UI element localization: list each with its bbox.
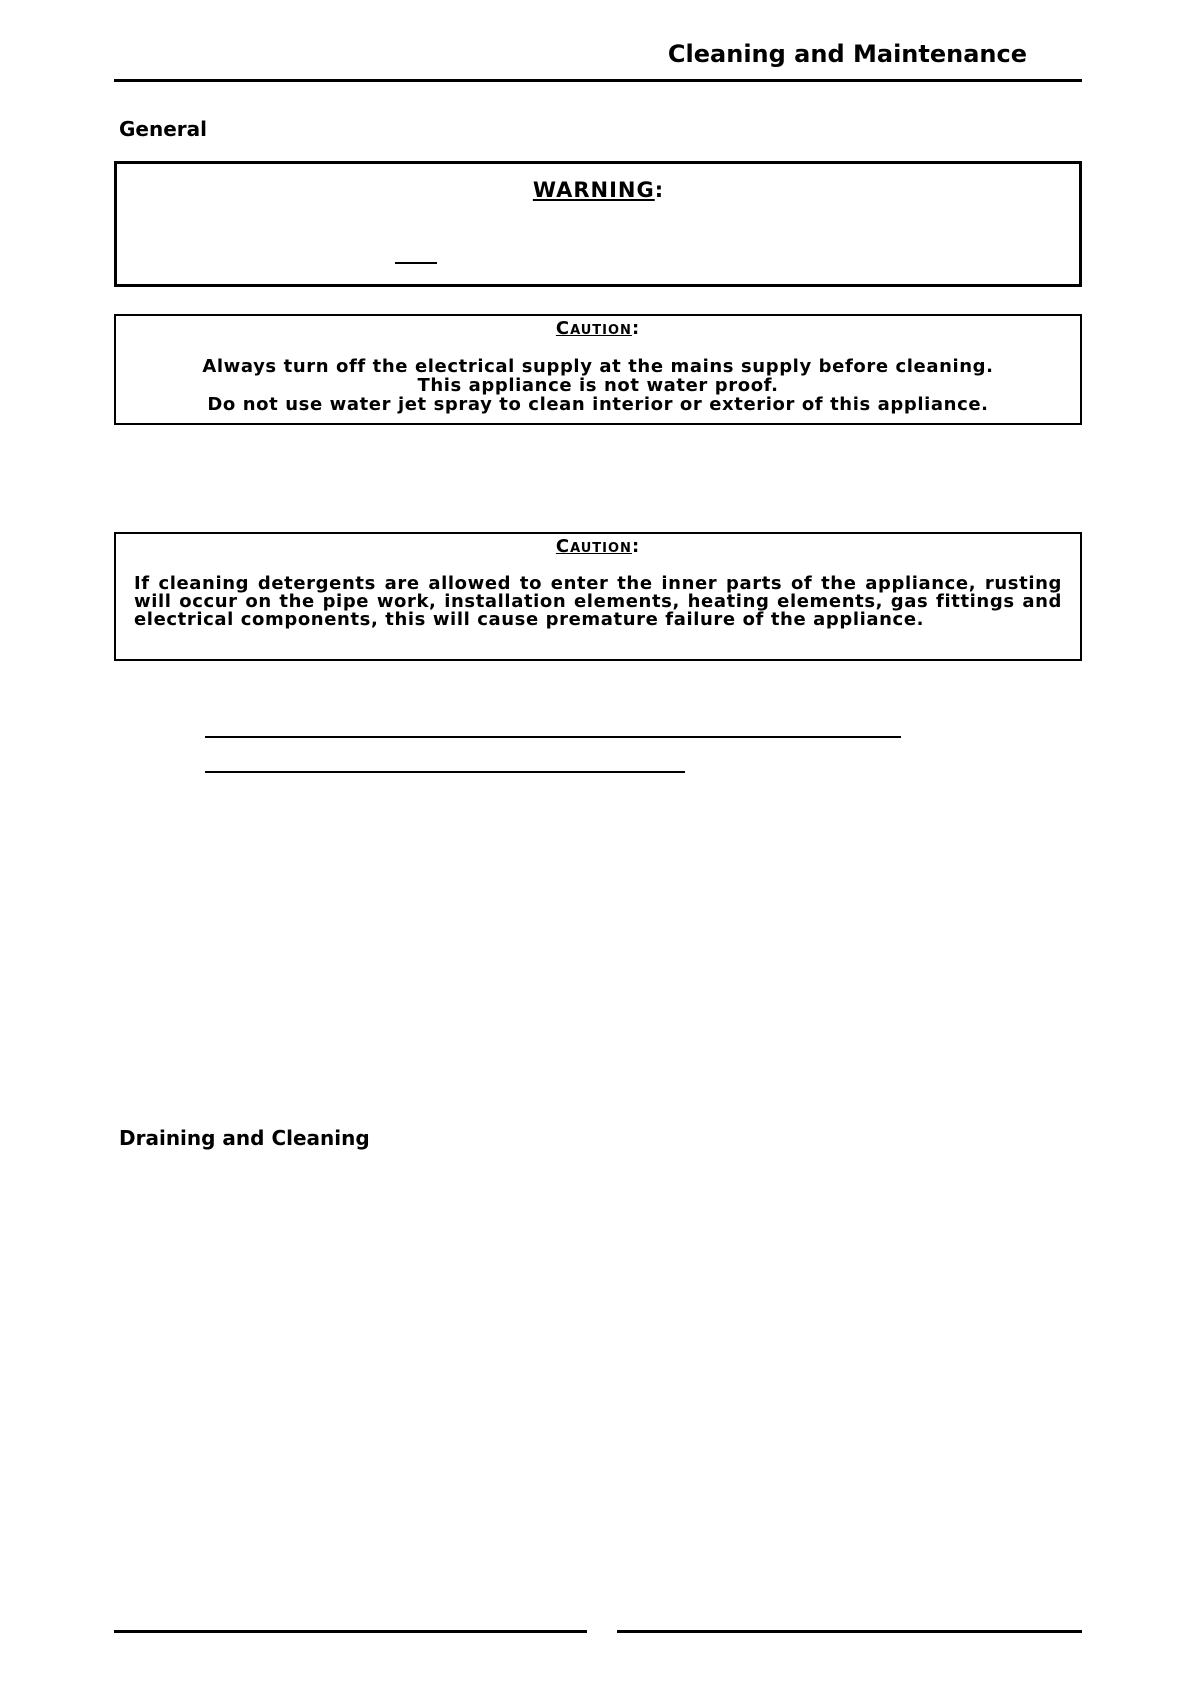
caution-title [116,318,1080,339]
warning-box [114,161,1082,287]
caution-title-colon: : [631,318,641,339]
caution-title [116,536,1080,557]
caution-text [116,357,1080,414]
caution-text: If cleaning detergents are allowed to enter the inner parts of the appliance, rusting will occur on the pipe work, installation elements, heating elements, gas fittings and electrical components, this will cause premature failure of the appliance. [134,573,1062,630]
caution-line: Always turn off the electrical supply at the mains supply before cleaning. [202,356,994,377]
warning-title-text: WARNING [532,178,655,202]
caution-line: Do not use water jet spray to clean interior or exterior of this appliance. [207,394,989,415]
section-heading-general: General [119,117,207,141]
header-rule [114,79,1082,82]
footer-rule-right [617,1630,1082,1633]
warning-underline-mark [395,262,437,264]
caution-box-detergents [114,532,1082,661]
warning-title [117,178,1079,202]
underline-rule [205,736,901,738]
section-heading-draining: Draining and Cleaning [119,1126,370,1150]
caution-title-text: Caution [555,318,632,339]
caution-box-power [114,314,1082,425]
warning-title-colon: : [654,178,664,202]
caution-title-text: Caution [555,536,632,557]
footer-rule-left [114,1630,587,1633]
underline-rule [205,771,685,773]
caution-title-colon: : [631,536,641,557]
page-title: Cleaning and Maintenance [667,40,1027,68]
caution-line: This appliance is not water proof. [417,375,779,396]
